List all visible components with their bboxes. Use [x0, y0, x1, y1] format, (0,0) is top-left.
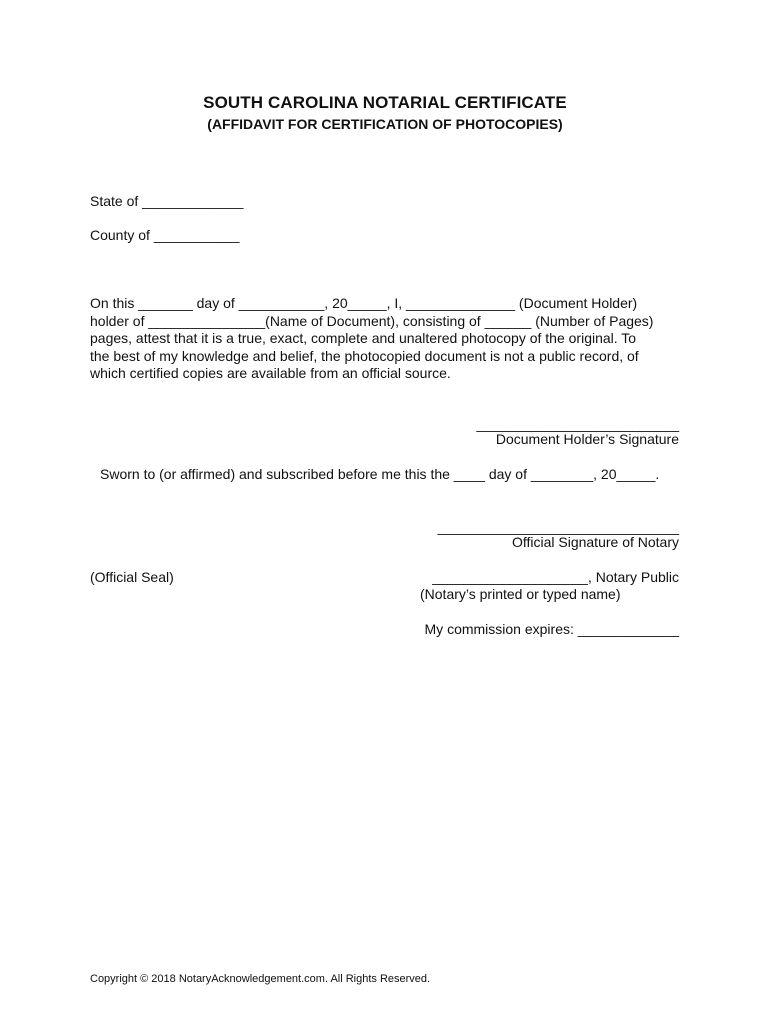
notary-signature-line: _______________________________: [437, 519, 679, 535]
notary-signature-label: Official Signature of Notary: [511, 534, 679, 550]
body-line: which certified copies are available from an official source.: [90, 365, 451, 381]
body-line: pages, attest that it is a true, exact, complete and unaltered photocopy of the original. To: [90, 330, 637, 346]
body-line: the best of my knowledge and belief, the photocopied document is not a public record, of: [90, 347, 639, 364]
official-seal-label: (Official Seal): [90, 569, 174, 585]
document-subtitle: (AFFIDAVIT FOR CERTIFICATION OF PHOTOCOPIES): [207, 116, 563, 132]
body-line: On this _______ day of ___________, 20_____, I, ______________ (Document Holder): [90, 295, 638, 311]
county-line: County of ___________: [90, 227, 240, 243]
state-line: State of _____________: [90, 193, 244, 209]
commission-expires: My commission expires: _____________: [424, 621, 679, 637]
notary-name-line: ____________________, Notary Public: [432, 569, 679, 585]
holder-signature-label: Document Holder’s Signature: [495, 431, 679, 447]
copyright-footer: Copyright © 2018 NotaryAcknowledgement.com. All Rights Reserved.: [90, 973, 431, 985]
holder-signature-line: __________________________: [476, 416, 679, 432]
notary-name-label: (Notary’s printed or typed name): [420, 586, 621, 602]
document-title: SOUTH CAROLINA NOTARIAL CERTIFICATE: [203, 93, 567, 112]
body-paragraph: [90, 295, 690, 383]
jurat-statement: Sworn to (or affirmed) and subscribed before me this the ____ day of ________, 20_____.: [100, 466, 660, 482]
body-line: holder of _______________(Name of Document), consisting of ______ (Number of Pages): [90, 312, 654, 329]
